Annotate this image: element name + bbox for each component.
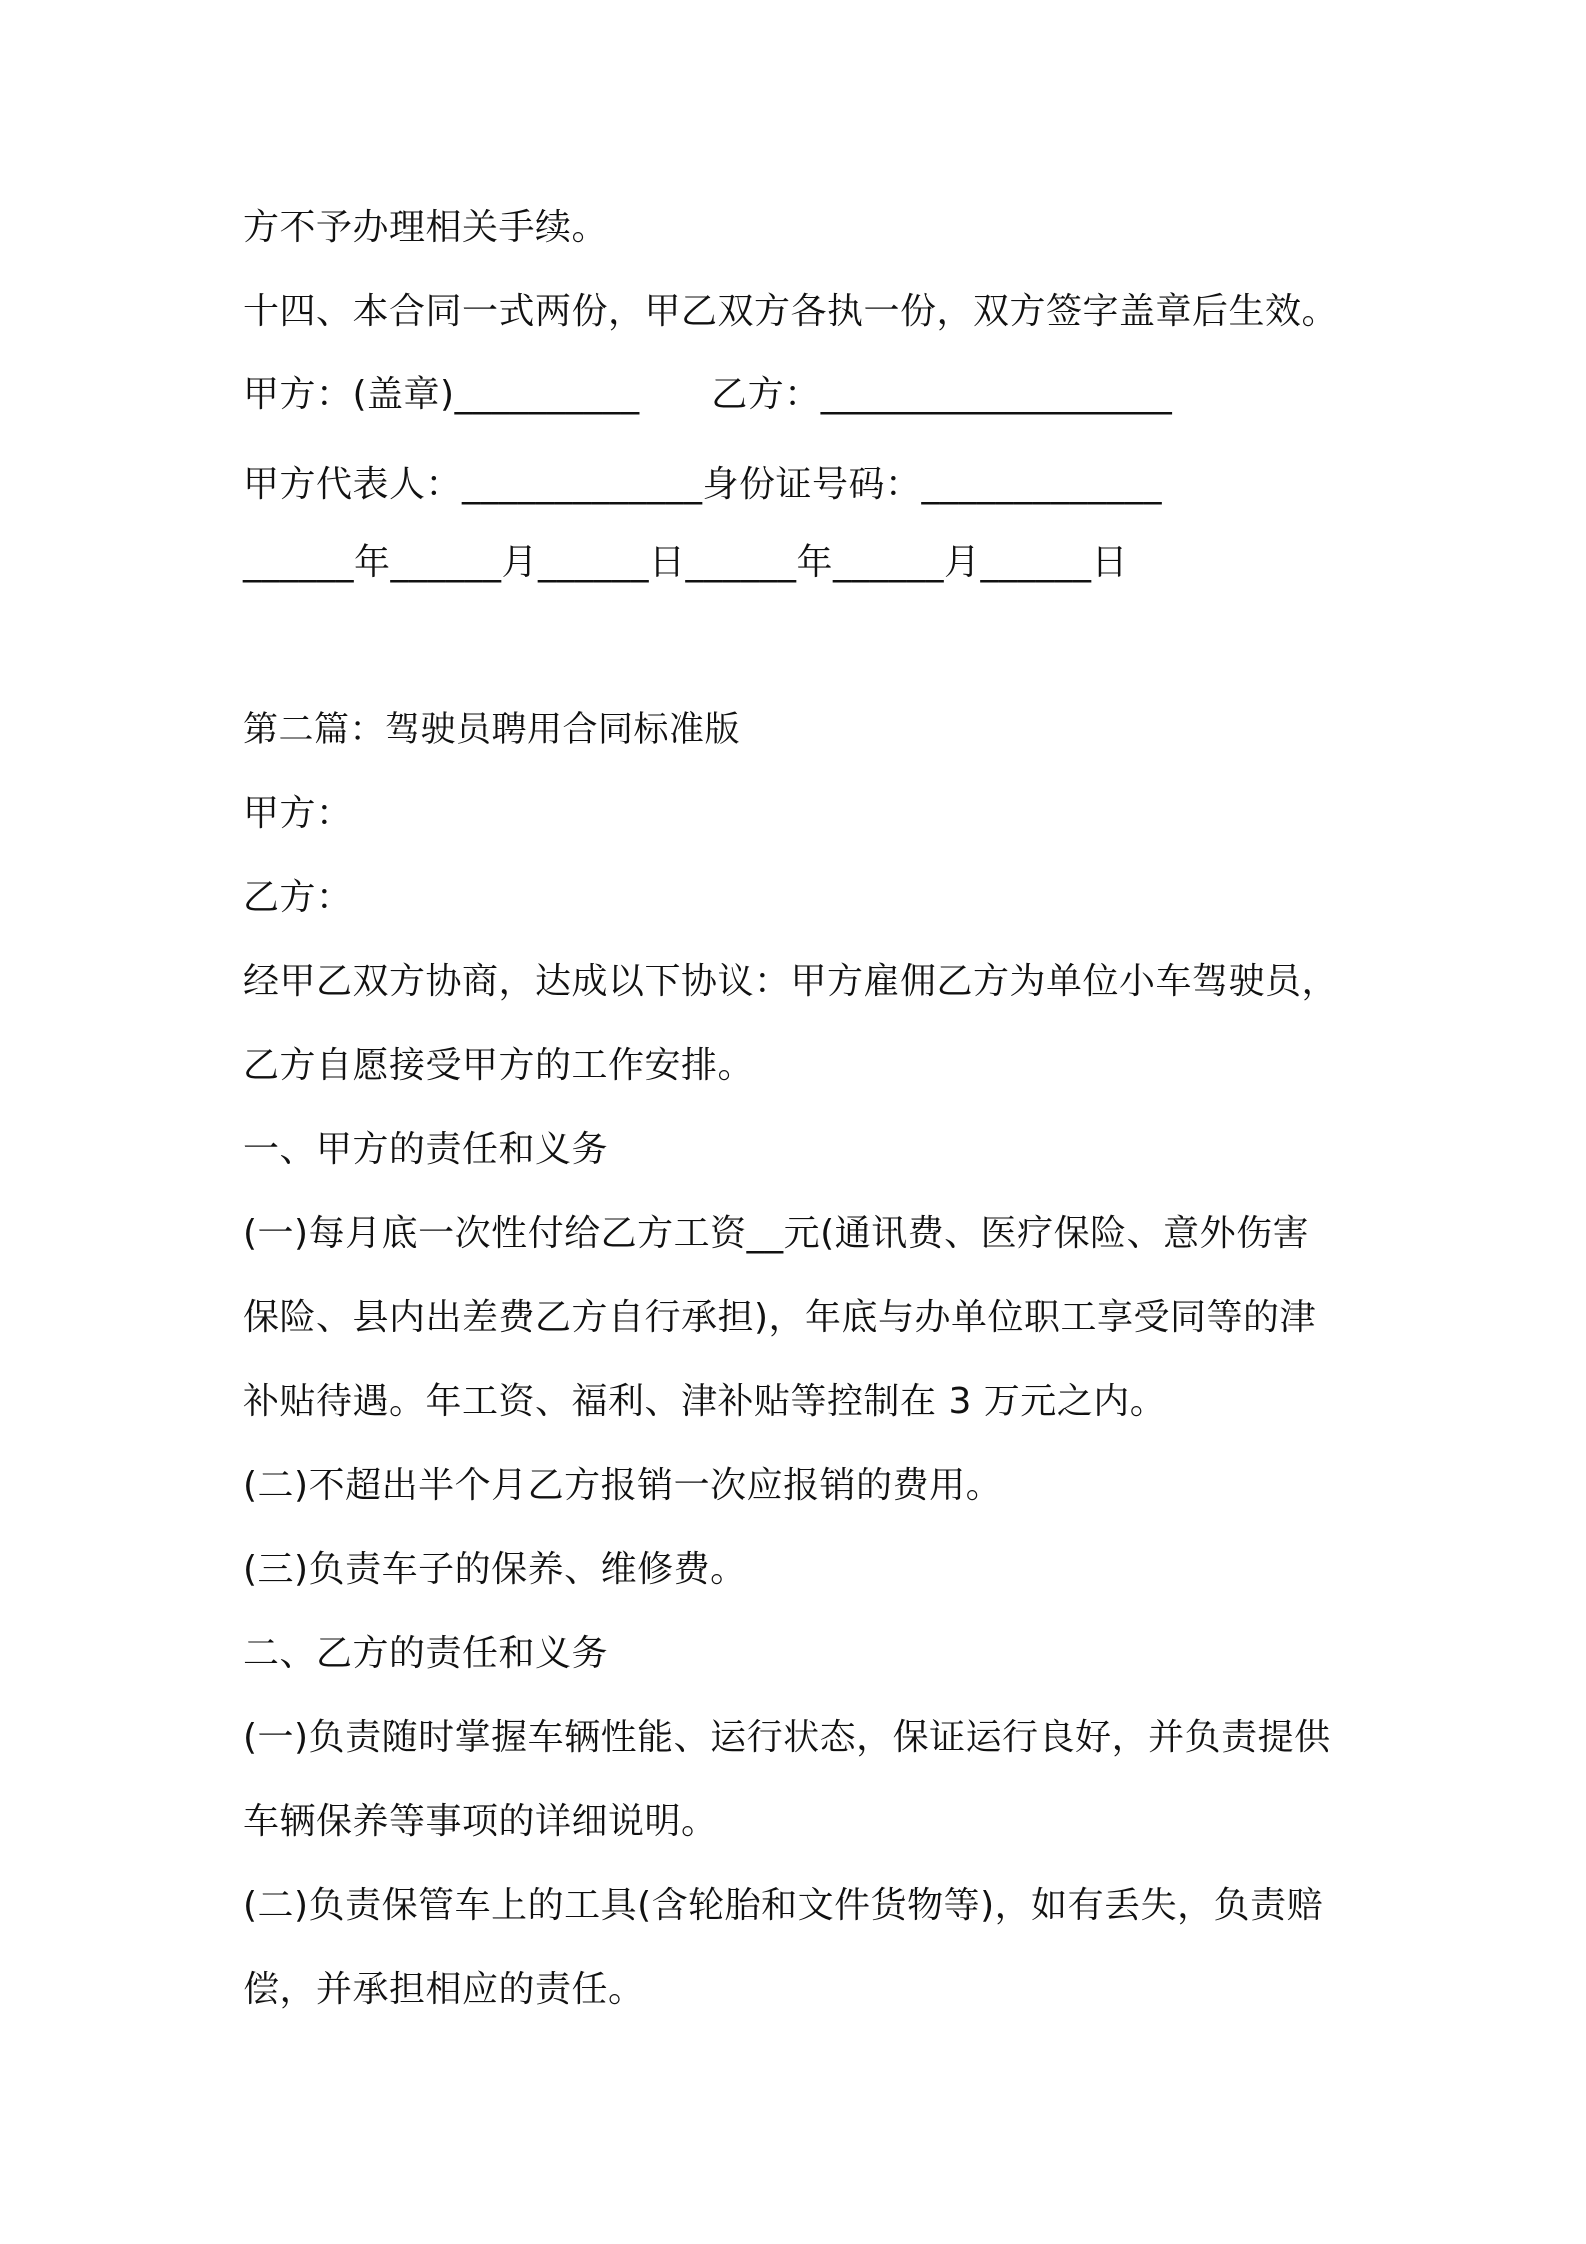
agreement-intro-line-2: 乙方自愿接受甲方的工作安排。 <box>243 1045 755 1086</box>
agreement-intro-line-1: 经甲乙双方协商，达成以下协议：甲方雇佣乙方为单位小车驾驶员， <box>243 961 1339 1002</box>
section-title: 第二篇：驾驶员聘用合同标准版 <box>243 710 741 750</box>
clause-14: 十四、本合同一式两份，甲乙双方各执一份，双方签字盖章后生效。 <box>243 291 1339 332</box>
clause-text: (三)负责车子的保养、维修费。 <box>243 1549 747 1590</box>
section-heading-party-a: 一、甲方的责任和义务 <box>243 1129 609 1170</box>
text-line: 方不予办理相关手续。 <box>243 207 609 248</box>
clause-text: 偿，并承担相应的责任。 <box>243 1969 645 2010</box>
clause-text: 车辆保养等事项的详细说明。 <box>243 1801 718 1842</box>
date-line: ______年______月______日______年______月______日 <box>243 542 1128 583</box>
party-b-label: 乙方： <box>243 877 353 918</box>
clause-text: 补贴待遇。年工资、福利、津补贴等控制在 3 万元之内。 <box>243 1381 1167 1422</box>
clause-text: (一)负责随时掌握车辆性能、运行状态，保证运行良好，并负责提供 <box>243 1717 1331 1758</box>
clause-text: (一)每月底一次性付给乙方工资__元(通讯费、医疗保险、意外伤害 <box>243 1213 1310 1254</box>
section-heading-party-b: 二、乙方的责任和义务 <box>243 1633 609 1674</box>
signature-line-party-a-b: 甲方：(盖章)__________ 乙方：___________________ <box>243 374 1173 415</box>
clause-text: (二)不超出半个月乙方报销一次应报销的费用。 <box>243 1465 1003 1506</box>
clause-text: 保险、县内出差费乙方自行承担)，年底与办单位职工享受同等的津 <box>243 1297 1317 1338</box>
signature-line-representative: 甲方代表人：_____________身份证号码：_____________ <box>243 464 1163 505</box>
clause-text: (二)负责保管车上的工具(含轮胎和文件货物等)，如有丢失，负责赔 <box>243 1885 1324 1926</box>
party-a-label: 甲方： <box>243 793 353 834</box>
